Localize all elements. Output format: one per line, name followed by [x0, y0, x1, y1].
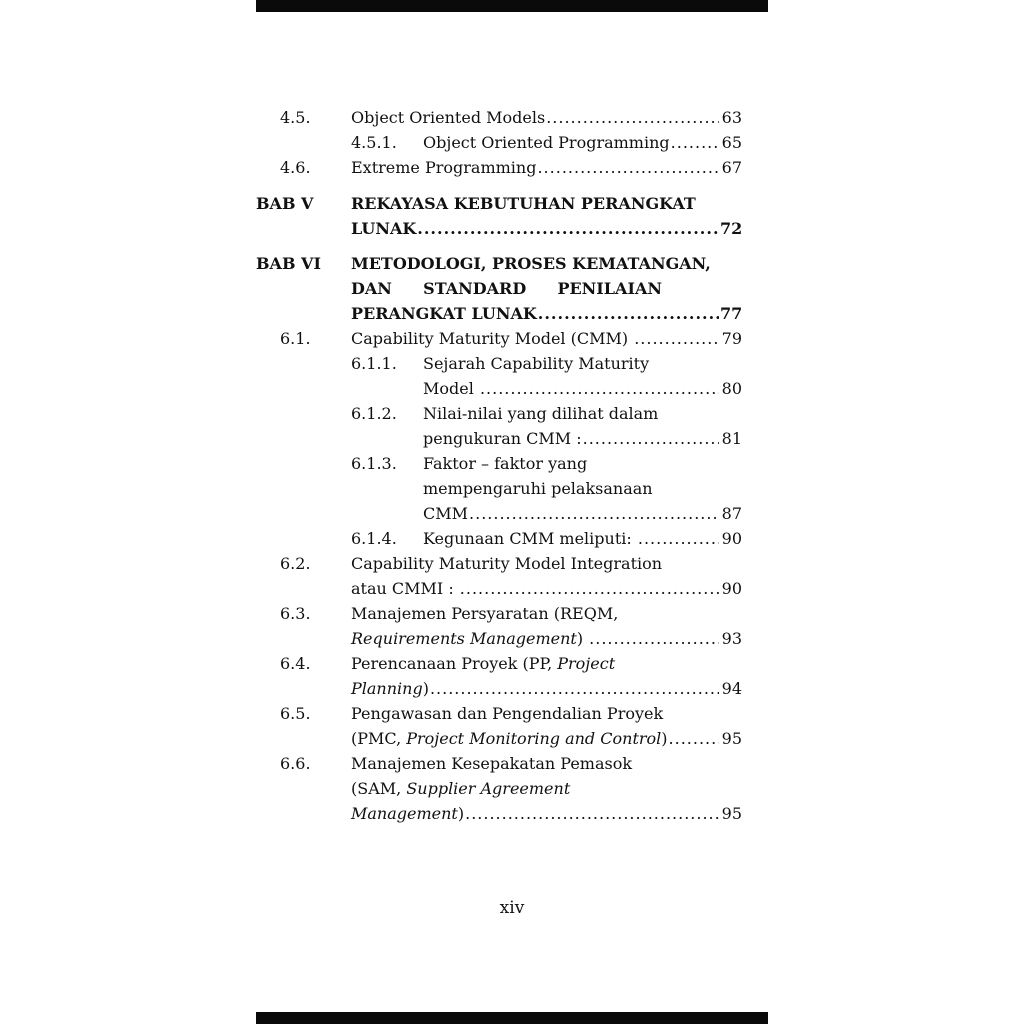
toc-title-line: atau CMMI :	[351, 579, 459, 598]
toc-number: 6.3.	[280, 604, 311, 623]
toc-entry-6-6[interactable]	[351, 801, 742, 826]
word: PENILAIAN	[557, 279, 662, 298]
chapter-number: BAB V	[256, 194, 314, 213]
toc-title-line	[351, 776, 570, 801]
toc-title: Extreme Programming	[351, 158, 537, 177]
toc-title-text: )	[576, 629, 589, 648]
toc-title-line: mempengaruhi pelaksanaan	[423, 479, 653, 498]
toc-title: Object Oriented Models	[351, 108, 546, 127]
chapter-number: BAB VI	[256, 254, 321, 273]
toc-title-line: Nilai-nilai yang dilihat dalam	[423, 404, 659, 423]
word: DAN	[351, 279, 392, 298]
toc-title-italic: Project Monitoring and Control	[406, 729, 662, 748]
toc-entry-6-1-3[interactable]	[423, 501, 742, 526]
toc-title-line: Sejarah Capability Maturity	[423, 354, 650, 373]
toc-entry-6-4[interactable]	[351, 676, 742, 701]
dot-leader	[469, 501, 719, 526]
toc-title-line: Manajemen Persyaratan (REQM,	[351, 604, 619, 623]
toc-page: 72	[720, 219, 743, 238]
toc-title-text: (SAM,	[351, 779, 407, 798]
toc-number: 4.6.	[280, 158, 311, 177]
toc-title-line: Faktor – faktor yang	[423, 454, 588, 473]
toc-number: 4.5.1.	[351, 133, 397, 152]
chapter-title-line: METODOLOGI, PROSES KEMATANGAN,	[351, 254, 711, 273]
dot-leader	[583, 426, 719, 451]
dot-leader	[671, 130, 719, 155]
toc-entry-bab-v[interactable]	[351, 216, 742, 241]
toc-title: Kegunaan CMM meliputi:	[423, 529, 637, 548]
toc-entry-6-1-4[interactable]	[423, 526, 742, 551]
toc-title-text: (PMC,	[351, 729, 407, 748]
dot-leader	[537, 155, 719, 180]
toc-title-text: )	[422, 679, 429, 698]
toc-title-line: Capability Maturity Model Integration	[351, 554, 663, 573]
toc-number: 6.1.4.	[351, 529, 397, 548]
dot-leader	[589, 626, 719, 651]
toc-number: 6.1.	[280, 329, 311, 348]
toc-page: 77	[720, 304, 743, 323]
toc-entry-6-3[interactable]	[351, 626, 742, 651]
toc-title-line: Manajemen Kesepakatan Pemasok	[351, 754, 633, 773]
toc-number: 6.6.	[280, 754, 311, 773]
toc-page: 87	[721, 504, 742, 523]
toc-page: 67	[721, 158, 742, 177]
chapter-title-line: LUNAK	[351, 219, 417, 238]
dot-leader	[465, 801, 719, 826]
dot-leader	[638, 526, 719, 551]
chapter-title-line: PERANGKAT LUNAK	[351, 304, 537, 323]
toc-entry-6-1-1[interactable]	[423, 376, 742, 401]
dot-leader	[669, 726, 719, 751]
toc-title: Capability Maturity Model (CMM)	[351, 329, 634, 348]
toc-page: 94	[721, 679, 742, 698]
toc-title: Object Oriented Programming	[423, 133, 670, 152]
toc-title-line	[351, 651, 615, 676]
toc-page: 90	[721, 529, 742, 548]
toc-number: 6.1.3.	[351, 454, 397, 473]
toc-page: 81	[721, 429, 742, 448]
toc-number: 6.1.2.	[351, 404, 397, 423]
toc-entry-4-5[interactable]	[351, 105, 742, 130]
toc-title-line: pengukuran CMM :	[423, 429, 582, 448]
dot-leader	[430, 676, 719, 701]
toc-title-text: )	[661, 729, 668, 748]
toc-page: 90	[721, 579, 742, 598]
toc-title-line: CMM	[423, 504, 469, 523]
dot-leader	[417, 216, 719, 241]
toc-title-line: Model	[423, 379, 479, 398]
toc-page: 95	[721, 804, 742, 823]
toc-number: 4.5.	[280, 108, 311, 127]
toc-title-text: Perencanaan Proyek (PP,	[351, 654, 558, 673]
toc-title-italic: Requirements Management	[351, 629, 577, 648]
toc-number: 6.1.1.	[351, 354, 397, 373]
table-of-contents	[0, 105, 1024, 835]
dot-leader	[634, 326, 719, 351]
dot-leader	[460, 576, 719, 601]
toc-title-italic: Project	[557, 654, 616, 673]
toc-number: 6.5.	[280, 704, 311, 723]
toc-title-italic: Supplier Agreement	[406, 779, 571, 798]
toc-page: 63	[721, 108, 742, 127]
toc-entry-6-1[interactable]	[351, 326, 742, 351]
toc-number: 6.4.	[280, 654, 311, 673]
toc-page: 80	[721, 379, 742, 398]
toc-title-text: )	[457, 804, 465, 823]
toc-title-italic: Planning	[351, 679, 423, 698]
top-bar	[256, 0, 768, 12]
toc-title-italic: Management	[351, 804, 458, 823]
dot-leader	[546, 105, 719, 130]
bottom-bar	[256, 1012, 768, 1024]
dot-leader	[538, 301, 719, 326]
dot-leader	[480, 376, 719, 401]
toc-page: 65	[721, 133, 742, 152]
word: STANDARD	[423, 279, 527, 298]
chapter-title-line	[351, 276, 662, 301]
toc-title-line: Pengawasan dan Pengendalian Proyek	[351, 704, 664, 723]
toc-entry-6-1-2[interactable]	[423, 426, 742, 451]
toc-entry-6-2[interactable]	[351, 576, 742, 601]
toc-page: 79	[721, 329, 742, 348]
toc-entry-4-5-1[interactable]	[423, 130, 742, 155]
toc-page: 95	[721, 729, 742, 748]
toc-entry-4-6[interactable]	[351, 155, 742, 180]
toc-entry-6-5[interactable]	[351, 726, 742, 751]
toc-page: 93	[721, 629, 742, 648]
page-number: xiv	[499, 898, 525, 918]
chapter-title-line: REKAYASA KEBUTUHAN PERANGKAT	[351, 194, 696, 213]
toc-entry-bab-vi[interactable]	[351, 301, 742, 326]
toc-number: 6.2.	[280, 554, 311, 573]
